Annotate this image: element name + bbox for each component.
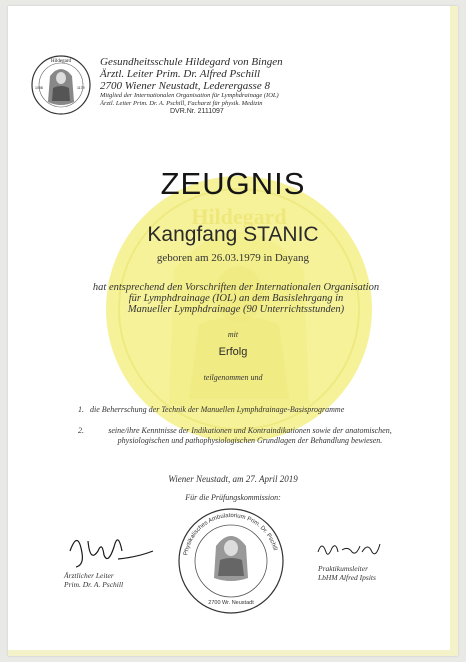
stamp-bottom-text: 2700 Wr. Neustadt — [208, 600, 254, 606]
recipient-name: Kangfang STANIC — [147, 223, 319, 246]
school-address: 2700 Wiener Neustadt, Lederergasse 8 — [100, 80, 270, 92]
membership-note: Mitglied der Internationalen Organisation für Lymphdrainage (IOL) — [100, 92, 279, 99]
place-date: Wiener Neustadt, am 27. April 2019 — [168, 474, 298, 484]
item-1-number: 1. — [78, 405, 84, 414]
course-description — [86, 282, 386, 315]
logo-top-text: Hildegard — [51, 59, 71, 64]
left-signatory — [64, 571, 123, 589]
school-logo — [30, 54, 92, 116]
mit-label: mit — [227, 330, 239, 339]
left-signatory-name: Prim. Dr. A. Pschill — [64, 580, 124, 589]
birth-info: geboren am 26.03.1979 in Dayang — [156, 252, 310, 264]
right-signatory-name: LbHM Alfred Ipsits — [318, 573, 376, 582]
result-label: Erfolg — [218, 346, 248, 358]
logo-year-left: 1098 — [35, 86, 43, 90]
item-1-text: die Beherrschung der Technik der Manuellen Lymphdrainage-Basisprogramme — [90, 405, 345, 414]
certificate-title: ZEUGNIS — [160, 166, 306, 201]
course-line-1: hat entsprechend den Vorschriften der Internationalen Organisation — [92, 282, 380, 293]
course-line-3: Manueller Lymphdrainage (90 Unterrichtsstunden) — [127, 304, 345, 315]
item-2-number: 2. — [78, 426, 84, 435]
commission-label: Für die Prüfungskommission: — [185, 493, 281, 502]
signature-left — [48, 521, 168, 571]
specialist-note: Ärztl. Leiter Prim. Dr. A. Pschill, Facharzt für physik. Medizin — [100, 100, 263, 107]
letterhead — [100, 56, 430, 115]
medical-director: Ärztl. Leiter Prim. Dr. Alfred Pschill — [100, 68, 261, 80]
logo-year-right: 1179 — [77, 86, 85, 90]
right-signatory — [318, 564, 376, 582]
left-signatory-role: Ärztlicher Leiter — [64, 571, 114, 580]
item-2-text: seine/ihre Kenntnisse der Indikationen und Kontraindikationen sowie der anatomischen, physiologischen und pathophysiologischen Grundlagen der Behandlung bewiesen. — [108, 426, 392, 445]
certificate-page — [8, 6, 458, 656]
signature-right — [314, 536, 384, 562]
watermark-text: Hildegard — [191, 204, 287, 229]
participated-label: teilgenommen und — [203, 373, 263, 382]
dvr-number: DVR.Nr. 2111097 — [170, 108, 224, 115]
achievement-item-1 — [78, 405, 418, 414]
achievement-item-2 — [78, 426, 408, 446]
right-signatory-role: Praktikumsleiter — [318, 564, 368, 573]
official-stamp — [176, 506, 286, 616]
school-name: Gesundheitsschule Hildegard von Bingen — [100, 56, 283, 68]
course-line-2: für Lymphdrainage (IOL) an dem Basislehrgang in — [128, 293, 344, 304]
stamp-ring-text: Physikalisches Ambulatorium Prim. Dr. Pschill — [183, 512, 278, 556]
